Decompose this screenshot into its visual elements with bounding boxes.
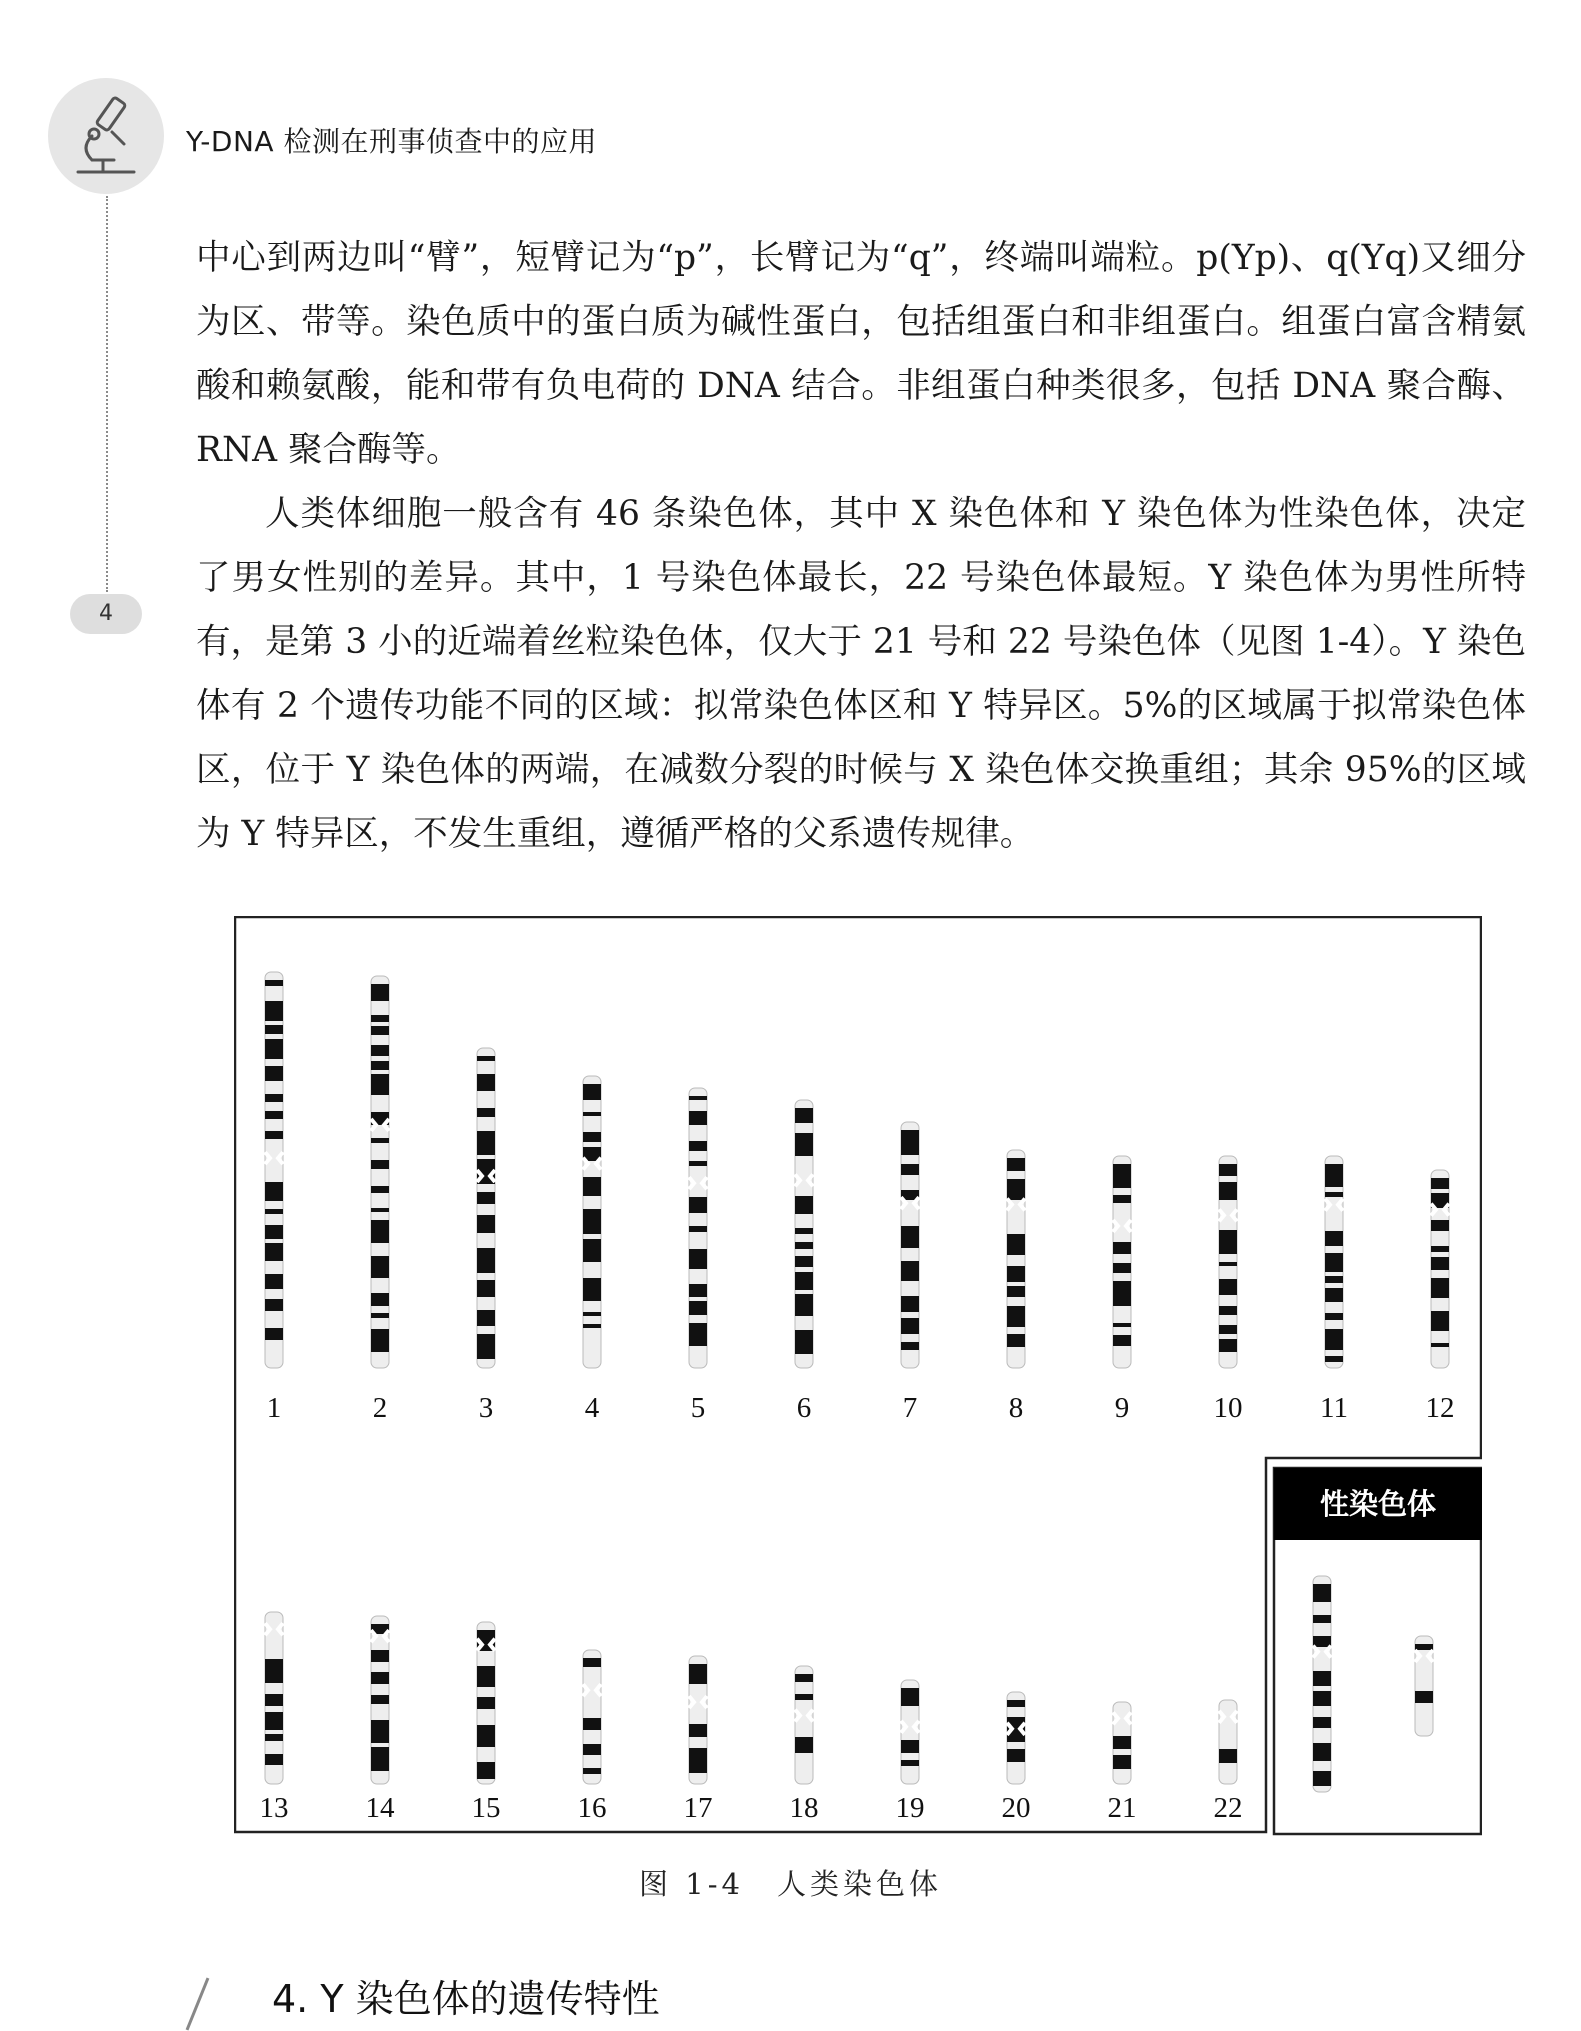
chromosome-band xyxy=(1313,1717,1331,1728)
chromosome-18 xyxy=(795,1666,813,1784)
chromosome-4 xyxy=(583,1076,601,1368)
chromosome-band xyxy=(371,1329,389,1352)
chromosome-11 xyxy=(1325,1156,1343,1368)
chromosome-band xyxy=(1219,1749,1237,1763)
chromosome-band xyxy=(477,1762,495,1779)
chromosome-band xyxy=(795,1737,813,1753)
sex-chromosome-title: 性染色体 xyxy=(1274,1468,1482,1540)
chromosome-band xyxy=(689,1096,707,1100)
chromosome-band xyxy=(265,1274,283,1289)
chromosome-band xyxy=(1219,1164,1237,1176)
chromosome-band xyxy=(371,1160,389,1169)
chromosome-band xyxy=(583,1209,601,1234)
chromosome-x xyxy=(1313,1576,1331,1792)
section-heading: 4. Y 染色体的遗传特性 xyxy=(272,1977,660,2021)
chromosome-band xyxy=(265,1111,283,1119)
chromosome-band xyxy=(901,1164,919,1175)
chromosome-band xyxy=(1313,1584,1331,1602)
chromosome-band xyxy=(901,1261,919,1281)
chromosome-band xyxy=(265,1299,283,1311)
chromosome-band xyxy=(795,1196,813,1214)
chromosome-band xyxy=(1113,1736,1131,1749)
chromosome-band xyxy=(1007,1749,1025,1762)
chromosome-band xyxy=(371,1672,389,1684)
chromosome-band xyxy=(1007,1158,1025,1171)
chromosome-band xyxy=(795,1228,813,1234)
chromosome-band xyxy=(795,1694,813,1700)
chromosome-6 xyxy=(795,1100,813,1368)
chromosome-label: 13 xyxy=(259,1792,289,1824)
chromosome-band xyxy=(371,1720,389,1743)
chromosome-band xyxy=(1325,1231,1343,1246)
chromosome-17 xyxy=(689,1656,707,1784)
chromosome-band xyxy=(477,1248,495,1273)
chromosome-16 xyxy=(583,1650,601,1784)
chromosome-band xyxy=(901,1688,919,1706)
chromosome-band xyxy=(1007,1266,1025,1282)
chromosome-band xyxy=(795,1272,813,1290)
chromosome-label: 3 xyxy=(478,1392,494,1424)
chromosome-band xyxy=(477,1074,495,1091)
chromosome-band xyxy=(265,1734,283,1741)
chromosome-band xyxy=(689,1141,707,1151)
chromosome-band xyxy=(265,1066,283,1081)
chromosome-13 xyxy=(265,1612,283,1784)
chromosome-band xyxy=(477,1192,495,1204)
chromosome-band xyxy=(795,1256,813,1267)
chromosome-band xyxy=(1415,1691,1433,1703)
chromosome-label: 5 xyxy=(690,1392,706,1424)
chromosome-band xyxy=(477,1215,495,1233)
chromosome-band xyxy=(1007,1306,1025,1327)
chromosome-band xyxy=(477,1310,495,1326)
paragraph-2: 人类体细胞一般含有 46 条染色体，其中 X 染色体和 Y 染色体为性染色体，决定了男女性别的差异。其中，1 号染色体最长，22 号染色体最短。Y 染色体为男性所特有，是第 3 小的近端着丝粒染色体，仅大于 21 号和 22 号染色体（见图 1-4）。Y 染色体有 2 个遗传功能不同的区域：拟常染色体区和 Y 特异区。5%的区域属于拟常染色体区，位于 Y 染色体的两端，在减数分裂的时候与 X 染色体交换重组；其余 95%的区域为 Y 特异区，不发生重组，遵循严格的父系遗传规律。 xyxy=(196,494,1526,854)
figure-caption: 图 1-4 人类染色体 xyxy=(639,1867,942,1901)
chromosome-band xyxy=(795,1108,813,1123)
chromosome-10 xyxy=(1219,1156,1237,1368)
chromosome-band xyxy=(265,1225,283,1239)
chromosome-band xyxy=(1007,1334,1025,1347)
chromosome-8 xyxy=(1007,1150,1025,1368)
chromosome-band xyxy=(1313,1615,1331,1623)
chromosome-label: 18 xyxy=(789,1792,819,1824)
chromosome-band xyxy=(1431,1220,1449,1231)
chromosome-3 xyxy=(477,1048,495,1368)
chromosome-band xyxy=(371,1220,389,1243)
chromosome-y xyxy=(1415,1636,1433,1736)
chromosome-band xyxy=(1325,1329,1343,1350)
margin-dotted-line xyxy=(106,196,108,592)
chromosome-band xyxy=(795,1330,813,1354)
chromosome-21 xyxy=(1113,1702,1131,1784)
chromosome-label: 2 xyxy=(372,1392,388,1424)
chromosome-band xyxy=(1431,1257,1449,1270)
chromosome-band xyxy=(1415,1644,1433,1650)
chromosome-band xyxy=(371,1045,389,1056)
chromosome-band xyxy=(583,1658,601,1667)
chromosome-label: 4 xyxy=(584,1392,600,1424)
chromosome-band xyxy=(265,1131,283,1139)
chromosome-band xyxy=(371,1650,389,1662)
chromosome-band xyxy=(1113,1242,1131,1254)
chromosome-label: 10 xyxy=(1213,1392,1243,1424)
chromosome-band xyxy=(689,1249,707,1269)
chromosome-band xyxy=(901,1342,919,1350)
chromosome-band xyxy=(689,1301,707,1315)
chromosome-label: 11 xyxy=(1320,1392,1348,1424)
chromosome-label: 17 xyxy=(683,1792,713,1824)
chromosome-15 xyxy=(477,1622,495,1784)
chromosome-band xyxy=(689,1724,707,1737)
chromosome-band xyxy=(583,1177,601,1196)
chromosome-band xyxy=(1219,1306,1237,1315)
chromosome-band xyxy=(689,1226,707,1232)
figure-border xyxy=(235,917,1481,1832)
chromosome-band xyxy=(901,1318,919,1334)
chromosome-band xyxy=(477,1280,495,1297)
chromosome-2 xyxy=(371,976,389,1368)
chromosome-band xyxy=(1113,1335,1131,1346)
chromosome-band xyxy=(583,1718,601,1730)
chromosome-band xyxy=(1219,1279,1237,1295)
chromosome-band xyxy=(689,1161,707,1166)
chromosome-band xyxy=(1325,1313,1343,1320)
chromosome-label: 9 xyxy=(1114,1392,1130,1424)
page-number: 4 xyxy=(70,594,142,634)
microscope-icon xyxy=(70,92,142,180)
chromosome-band xyxy=(265,1094,283,1102)
chromosome-band xyxy=(1431,1246,1449,1252)
chromosome-19 xyxy=(901,1680,919,1784)
chromosome-band xyxy=(795,1242,813,1249)
chromosome-band xyxy=(795,1294,813,1316)
chromosome-label: 20 xyxy=(1001,1792,1031,1824)
chromosome-band xyxy=(477,1666,495,1687)
karyotype-svg xyxy=(234,916,1482,1836)
chromosome-7 xyxy=(901,1122,919,1368)
chromosome-band xyxy=(477,1697,495,1709)
chromosome-band xyxy=(1113,1164,1131,1188)
chromosome-band xyxy=(1113,1263,1131,1273)
chromosome-band xyxy=(583,1278,601,1301)
chromosome-14 xyxy=(371,1616,389,1784)
chromosome-band xyxy=(265,1659,283,1683)
chromosome-band xyxy=(1219,1230,1237,1254)
chromosome-band xyxy=(795,1674,813,1682)
chromosome-band xyxy=(265,1209,283,1214)
chromosome-label: 7 xyxy=(902,1392,918,1424)
chromosome-band xyxy=(583,1312,601,1316)
chromosome-band xyxy=(1325,1192,1343,1197)
chromosome-band xyxy=(1313,1691,1331,1706)
chromosome-band xyxy=(583,1239,601,1262)
chromosome-band xyxy=(1007,1179,1025,1200)
chromosome-5 xyxy=(689,1088,707,1368)
chromosome-band xyxy=(1431,1178,1449,1189)
chromosome-band xyxy=(901,1130,919,1155)
chromosome-band xyxy=(265,1328,283,1340)
chromosome-band xyxy=(371,1256,389,1278)
chromosome-label: 19 xyxy=(895,1792,925,1824)
chromosome-band xyxy=(1219,1262,1237,1266)
chromosome-band xyxy=(1219,1325,1237,1334)
chromosome-band xyxy=(901,1226,919,1248)
chromosome-band xyxy=(689,1748,707,1773)
chromosome-band xyxy=(265,1243,283,1261)
chromosome-label: 16 xyxy=(577,1792,607,1824)
chromosome-band xyxy=(1113,1281,1131,1306)
chromosome-band xyxy=(477,1725,495,1747)
chromosome-band xyxy=(1325,1356,1343,1362)
chromosome-band xyxy=(1313,1671,1331,1686)
chromosome-band xyxy=(477,1056,495,1061)
chromosome-band xyxy=(689,1197,707,1213)
chromosome-band xyxy=(1431,1311,1449,1331)
chromosome-band xyxy=(901,1296,919,1312)
chromosome-band xyxy=(583,1324,601,1328)
chromosome-band xyxy=(1007,1234,1025,1255)
chromosome-9 xyxy=(1113,1156,1131,1368)
chromosome-band xyxy=(795,1133,813,1156)
chromosome-band xyxy=(1219,1339,1237,1352)
chromosome-band xyxy=(371,1061,389,1070)
chromosome-band xyxy=(689,1284,707,1297)
chromosome-band xyxy=(265,1754,283,1765)
chromosome-20 xyxy=(1007,1692,1025,1784)
chromosome-band xyxy=(583,1112,601,1116)
chromosome-band xyxy=(265,1039,283,1059)
chromosome-band xyxy=(371,1695,389,1704)
chromosome-band xyxy=(689,1664,707,1684)
chromosome-band xyxy=(1313,1771,1331,1786)
chromosome-band xyxy=(583,1744,601,1755)
chromosome-band xyxy=(1007,1286,1025,1297)
chromosome-band xyxy=(583,1768,601,1774)
chromosome-band xyxy=(265,1182,283,1201)
chromosome-band xyxy=(371,1293,389,1306)
running-title: Y-DNA 检测在刑事侦查中的应用 xyxy=(186,125,597,158)
chromosome-band xyxy=(1007,1700,1025,1707)
chromosome-band xyxy=(583,1132,601,1142)
chromosome-label: 8 xyxy=(1008,1392,1024,1424)
chromosome-band xyxy=(477,1334,495,1359)
header-badge xyxy=(48,78,164,194)
chromosome-band xyxy=(1325,1288,1343,1302)
chromosome-band xyxy=(477,1108,495,1117)
chromosome-label: 22 xyxy=(1213,1792,1243,1824)
chromosome-band xyxy=(371,984,389,1001)
chromosome-band xyxy=(1113,1755,1131,1769)
chromosome-label: 1 xyxy=(266,1392,282,1424)
chromosome-band xyxy=(1313,1636,1331,1647)
chromosome-band xyxy=(371,1313,389,1318)
chromosome-band xyxy=(265,980,283,986)
chromosome-band xyxy=(371,1074,389,1095)
chromosome-band xyxy=(901,1740,919,1753)
chromosome-label: 6 xyxy=(796,1392,812,1424)
chromosome-1 xyxy=(265,972,283,1368)
chromosome-label: 14 xyxy=(365,1792,395,1824)
chromosome-band xyxy=(265,1025,283,1034)
chromosome-12 xyxy=(1431,1170,1449,1368)
chromosome-band xyxy=(371,1138,389,1143)
chromosome-band xyxy=(477,1131,495,1155)
chromosome-band xyxy=(583,1084,601,1100)
paragraph-1: 中心到两边叫“臂”，短臂记为“p”，长臂记为“q”，终端叫端粒。p(Yp)、q(Yq)又细分为区、带等。染色质中的蛋白质为碱性蛋白，包括组蛋白和非组蛋白。组蛋白富含精氨酸和赖氨酸，能和带有负电荷的 DNA 结合。非组蛋白种类很多，包括 DNA 聚合酶、RNA 聚合酶等。 xyxy=(196,238,1526,470)
chromosome-band xyxy=(371,1026,389,1035)
chromosome-band xyxy=(1325,1253,1343,1272)
chromosome-band xyxy=(265,1694,283,1706)
chromosome-figure xyxy=(234,916,1482,1836)
chromosome-label: 21 xyxy=(1107,1792,1137,1824)
chromosome-band xyxy=(1325,1276,1343,1283)
chromosome-band xyxy=(1219,1182,1237,1200)
chromosome-band xyxy=(371,1015,389,1022)
chromosome-band xyxy=(265,1712,283,1730)
chromosome-band xyxy=(371,1747,389,1771)
chromosome-band xyxy=(371,1208,389,1212)
chromosome-22 xyxy=(1219,1700,1237,1784)
chromosome-label: 15 xyxy=(471,1792,501,1824)
chromosome-band xyxy=(1431,1278,1449,1298)
chromosome-band xyxy=(1325,1164,1343,1187)
chromosome-band xyxy=(689,1323,707,1346)
chromosome-band xyxy=(689,1111,707,1125)
chromosome-band xyxy=(1113,1323,1131,1327)
body-text xyxy=(196,226,1526,866)
chromosome-band xyxy=(901,1760,919,1766)
chromosome-band xyxy=(1113,1195,1131,1203)
chromosome-label: 12 xyxy=(1425,1392,1455,1424)
chromosome-band xyxy=(1313,1743,1331,1761)
chromosome-band xyxy=(1431,1343,1449,1347)
chromosome-band xyxy=(265,1001,283,1021)
chromosome-band xyxy=(371,1186,389,1193)
